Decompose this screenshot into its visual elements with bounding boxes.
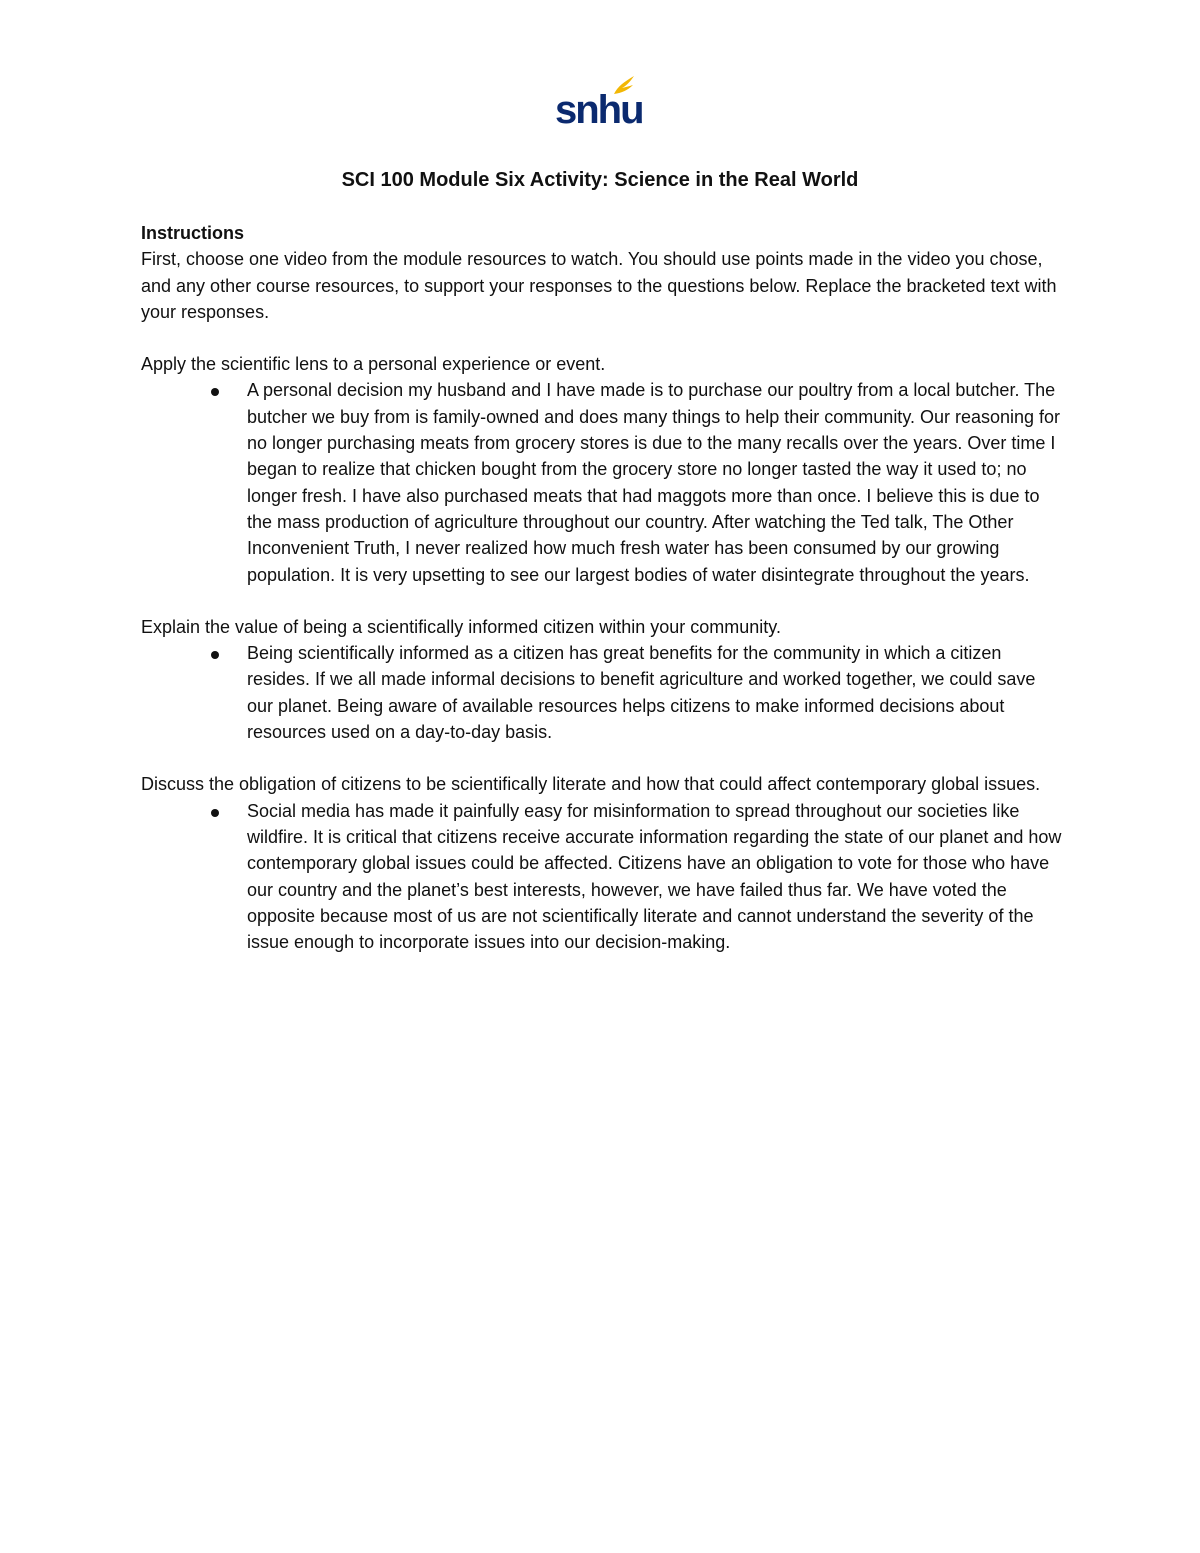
section-prompt: Apply the scientific lens to a personal experience or event. xyxy=(141,354,606,375)
response-text: Being scientifically informed as a citizen has great benefits for the community in which a citizen resides. If we all made informal decisions to benefit agriculture and worked together, we could save our planet. Being aware of available resources helps citizens to make informed decisions about resources used on a day-to-day basis. xyxy=(247,643,1036,743)
spacer xyxy=(141,745,1066,771)
bullet-icon xyxy=(211,651,219,659)
response-text: Social media has made it painfully easy for misinformation to spread throughout our societies like wildfire. It is critical that citizens receive accurate information regarding the state of our planet and how contemporary global issues could be affected. Citizens have an obligation to vote for those who have our country and the planet’s best interests, however, we have failed thus far. We have voted the opposite because most of us are not scientifically literate and cannot understand the severity of the issue enough to incorporate issues into our decision-making. xyxy=(247,800,1062,953)
list-item xyxy=(141,640,1066,745)
response-list xyxy=(141,798,1066,956)
section-prompt: Discuss the obligation of citizens to be scientifically literate and how that could affect contemporary global issues. xyxy=(141,774,1041,795)
bullet-icon xyxy=(211,809,219,817)
spacer xyxy=(141,325,1066,351)
response-list xyxy=(141,640,1066,745)
instructions-text: First, choose one video from the module resources to watch. You should use points made in the video you chose, and any other course resources, to support your responses to the questions below. Replace the bracketed text with your responses. xyxy=(141,249,1057,322)
logo-wordmark: snhu xyxy=(555,88,643,132)
spacer xyxy=(141,588,1066,614)
response-text: A personal decision my husband and I have made is to purchase our poultry from a local butcher. The butcher we buy from is family-owned and does many things to help their community. Our reasoning for no longer purchasing meats from grocery stores is due to the many recalls over the years. Over time I began to realize that chicken bought from the grocery store no longer tasted the way it used to; no longer fresh. I have also purchased meats that had maggots more than once. I believe this is due to the mass production of agriculture throughout our country. After watching the Ted talk, The Other Inconvenient Truth, I never realized how much fresh water has been consumed by our growing population. It is very upsetting to see our largest bodies of water disintegrate throughout the years. xyxy=(247,380,1061,585)
instructions-heading: Instructions xyxy=(141,223,245,243)
section-prompt: Explain the value of being a scientifically informed citizen within your community. xyxy=(141,616,781,637)
list-item xyxy=(141,377,1066,587)
response-list xyxy=(141,377,1066,587)
document-title: SCI 100 Module Six Activity: Science in the Real World xyxy=(341,169,859,191)
list-item xyxy=(141,798,1066,956)
document-body xyxy=(141,220,1066,955)
snhu-logo xyxy=(555,74,643,132)
bullet-icon xyxy=(211,388,219,396)
